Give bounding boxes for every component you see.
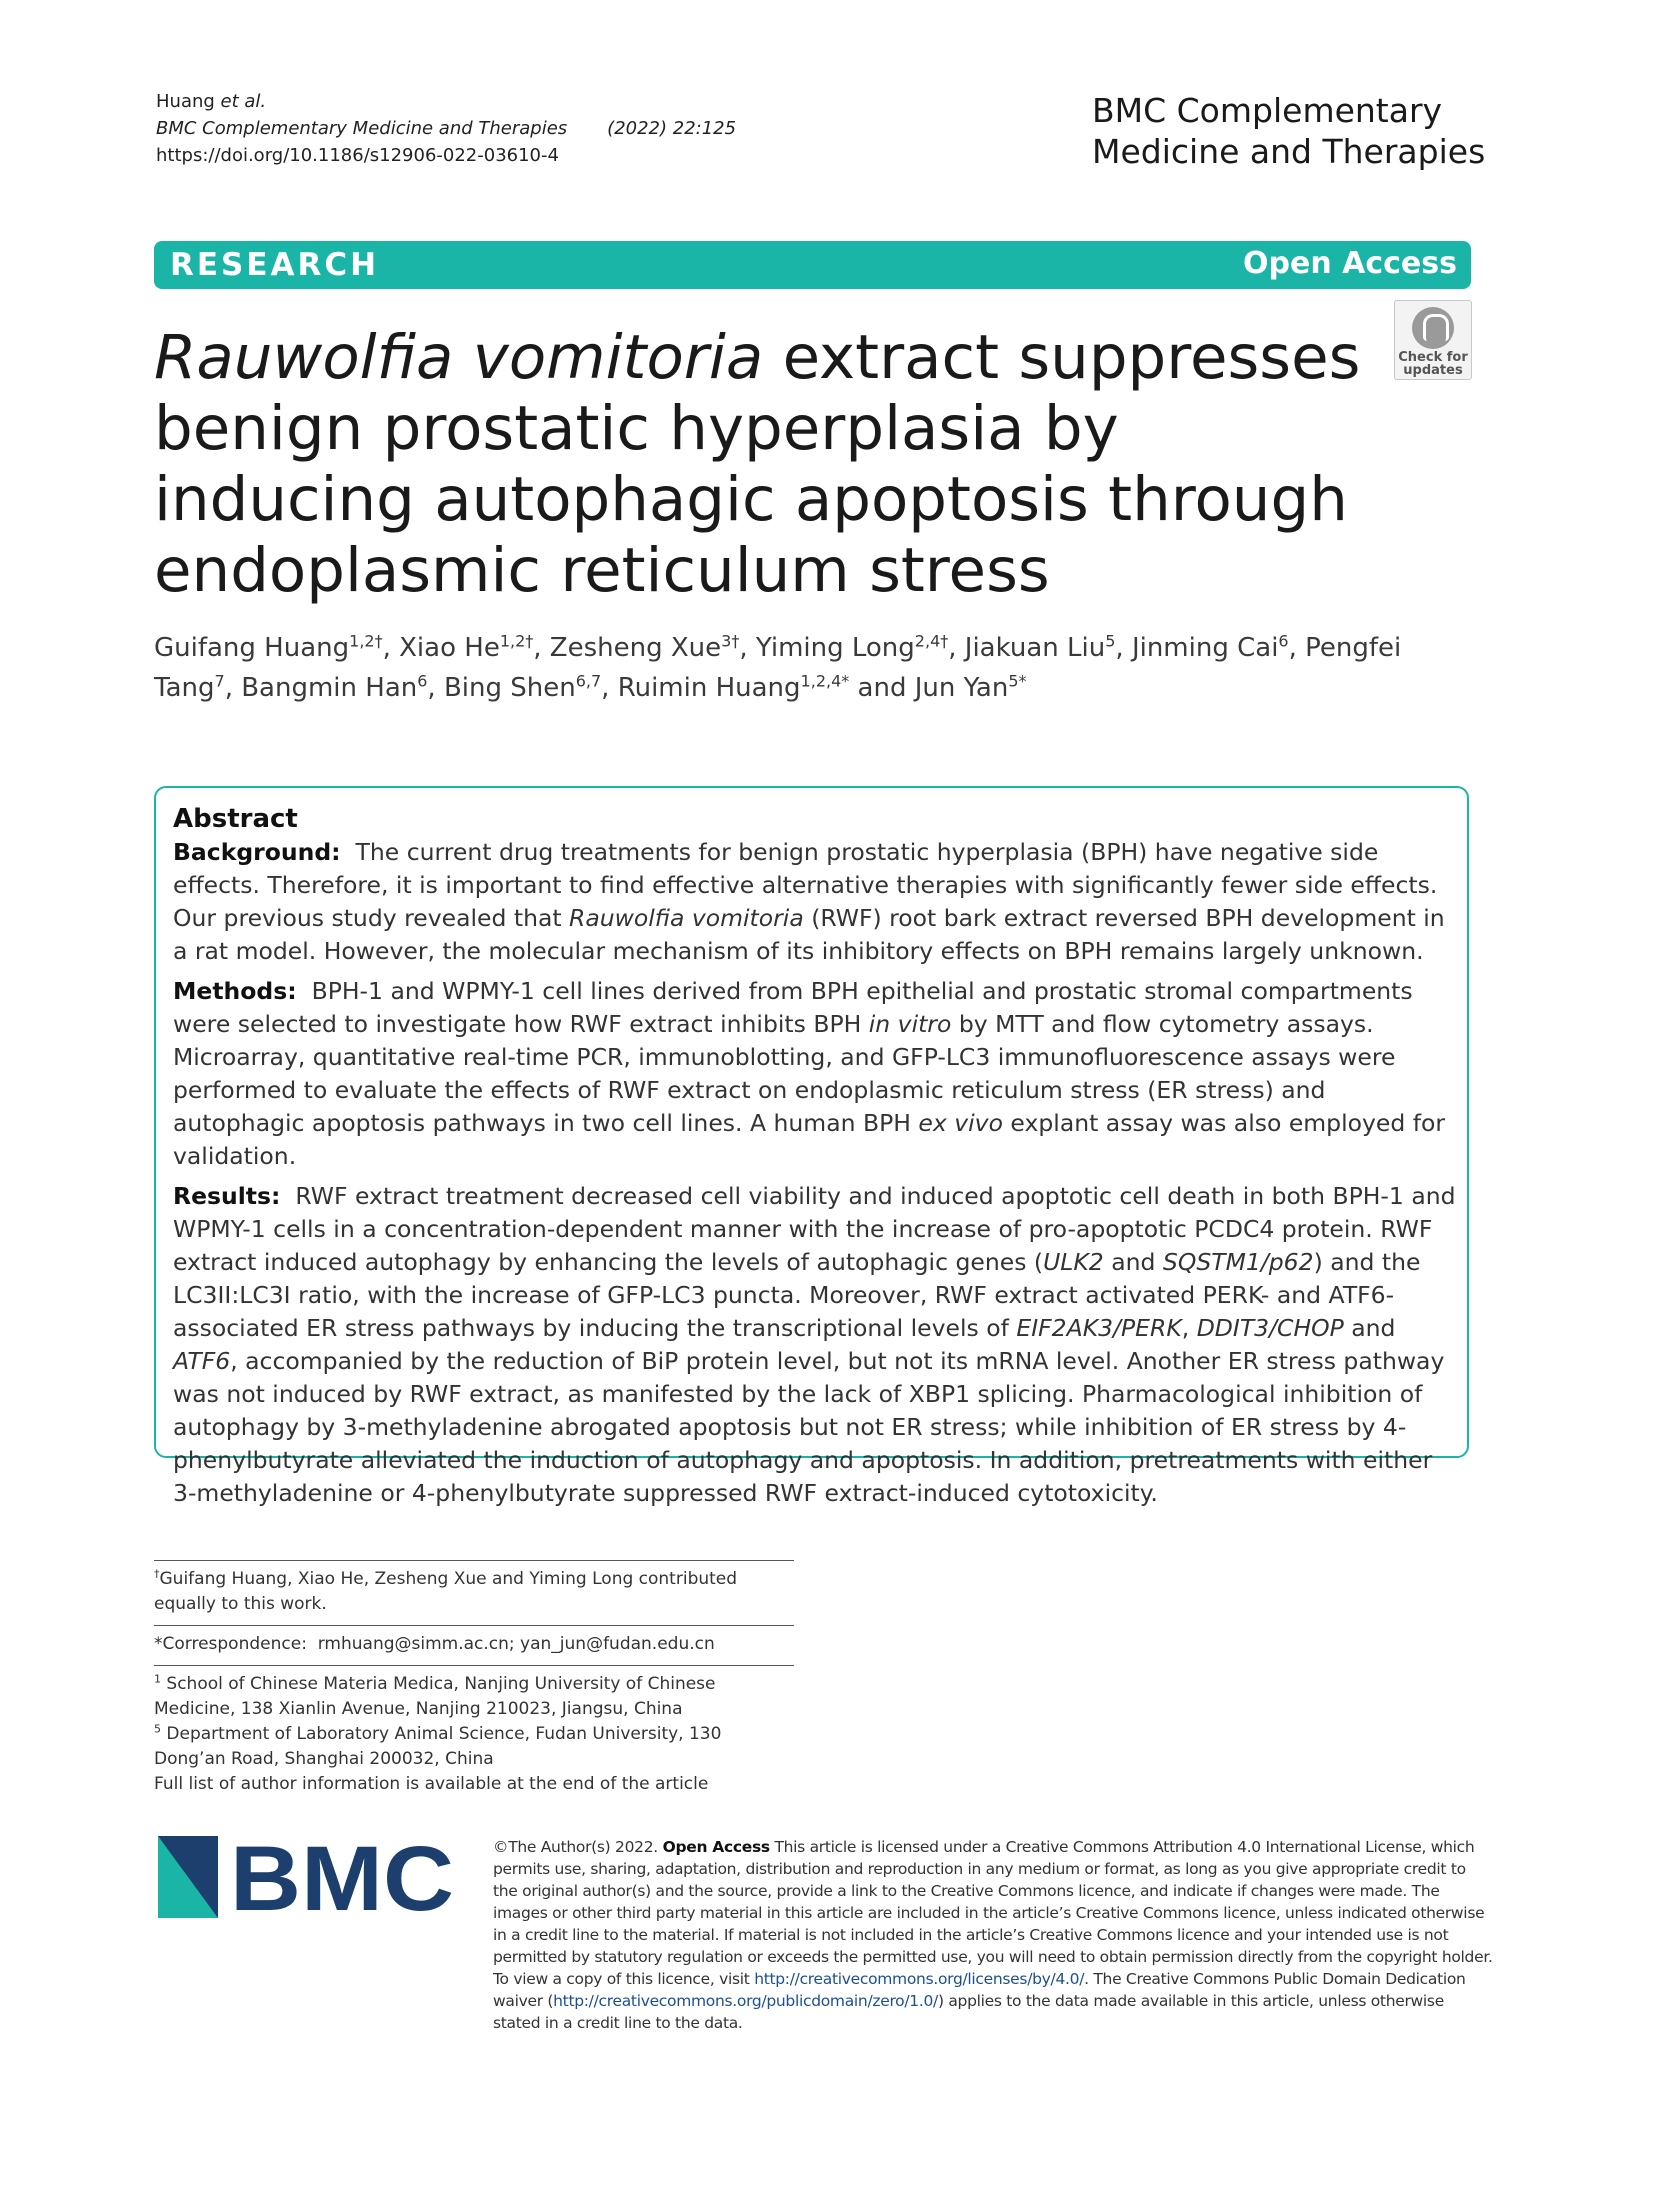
section-banner: [154, 241, 1471, 289]
author-name: Yiming Long: [755, 633, 915, 663]
affiliation-5: $^5$ Department of Laboratory Animal Science, Fudan University, 130 Dong’an Road, Shanghai 200032, China: [154, 1722, 722, 1769]
author-affiliation-marker: 3†: [721, 631, 740, 651]
check-for-updates-text: Check for updates: [1398, 350, 1468, 378]
author-separator: ,: [427, 673, 444, 703]
header-citation: BMC Complementary Medicine and Therapies (2022) 22:125: [156, 118, 737, 139]
author-name: Jinming Cai: [1131, 633, 1279, 663]
author-affiliation-marker: 6,7: [575, 671, 602, 691]
license-link[interactable]: http://creativecommons.org/licenses/by/4.0/: [754, 1970, 1085, 1988]
section-label: RESEARCH: [170, 247, 380, 283]
abstract-heading: Abstract: [173, 804, 298, 834]
author-separator: ,: [224, 673, 242, 703]
author-name: Zesheng Xue: [549, 633, 722, 663]
affiliation-1: $^1$ School of Chinese Materia Medica, Nanjing University of Chinese Medicine, 138 Xianlin Avenue, Nanjing 210023, Jiangsu, China: [154, 1672, 716, 1719]
author-affiliation-marker: 2,4†: [914, 631, 949, 651]
journal-brand: [1092, 90, 1512, 172]
author-separator: ,: [739, 633, 756, 663]
author-separator: ,: [948, 633, 965, 663]
open-access-label: Open Access: [1243, 246, 1457, 281]
author-name: Pengfei Tang: [154, 633, 1402, 703]
author-affiliation-marker: 1,2†: [349, 631, 383, 651]
author-name: Guifang Huang: [154, 633, 350, 663]
running-header: [156, 88, 736, 169]
abstract-background: Background: The current drug treatments for benign prostatic hyperplasia (BPH) have negative side effects. Therefore, it is important to find effective alternative therapies with significantly fewer side effects. Our previous study revealed that Rauwolfia vomitoria (RWF) root bark extract reversed BPH development in a rat model. However, the molecular mechanism of its inhibitory effects on BPH remains largely unknown.: [173, 838, 1445, 965]
author-affiliation-marker: 7: [214, 671, 225, 691]
check-for-updates-badge[interactable]: [1394, 300, 1472, 380]
author-list: [154, 628, 1474, 708]
author-affiliation-marker: 6: [1278, 631, 1289, 651]
author-affiliation-marker: 5: [1105, 631, 1116, 651]
waiver-link[interactable]: http://creativecommons.org/publicdomain/zero/1.0/: [553, 1992, 938, 2010]
author-separator: ,: [382, 633, 400, 663]
author-name: Jun Yan: [914, 673, 1009, 703]
author-name: Xiao He: [399, 633, 500, 663]
journal-brand-line2: Medicine and Therapies: [1092, 132, 1486, 171]
author-separator: ,: [601, 673, 618, 703]
bmc-logo: [158, 1836, 458, 1918]
header-authors: Huang et al.: [156, 91, 267, 112]
author-affiliation-marker: 5*: [1008, 671, 1027, 691]
author-affiliation-marker: 6: [417, 671, 428, 691]
author-name: Bangmin Han: [241, 673, 418, 703]
author-affiliation-marker: 1,2†: [499, 631, 534, 651]
author-separator: ,: [533, 633, 550, 663]
header-doi[interactable]: https://doi.org/10.1186/s12906-022-03610-4: [156, 145, 559, 166]
abstract-results: Results: RWF extract treatment decreased cell viability and induced apoptotic cell death in both BPH-1 and WPMY-1 cells in a concentration-dependent manner with the increase of pro-apoptotic PCDC4 protein. RWF extract induced autophagy by enhancing the levels of autophagic genes (ULK2 and SQSTM1/p62) and the LC3II:LC3I ratio, with the increase of GFP-LC3 puncta. Moreover, RWF extract activated PERK- and ATF6-associated ER stress pathways by inducing the transcriptional levels of EIF2AK3/PERK, DDIT3/CHOP and ATF6, accompanied by the reduction of BiP protein level, but not its mRNA level. Another ER stress pathway was not induced by RWF extract, as manifested by the lack of XBP1 splicing. Pharmacological inhibition of autophagy by 3-methyladenine abrogated apoptosis but not ER stress; while inhibition of ER stress by 4-phenylbutyrate alleviated the induction of autophagy and apoptosis. In addition, pretreatments with either 3-methyladenine or 4-phenylbutyrate suppressed RWF extract-induced cytotoxicity.: [173, 1182, 1456, 1507]
correspondence-note: *Correspondence: rmhuang@simm.ac.cn; yan_jun@fudan.edu.cn: [154, 1634, 715, 1654]
abstract-methods: Methods: BPH-1 and WPMY-1 cell lines derived from BPH epithelial and prostatic stromal compartments were selected to investigate how RWF extract inhibits BPH in vitro by MTT and flow cytometry assays. Microarray, quantitative real-time PCR, immunoblotting, and GFP-LC3 immunofluorescence assays were performed to evaluate the effects of RWF extract on endoplasmic reticulum stress (ER stress) and autophagic apoptosis pathways in two cell lines. A human BPH ex vivo explant assay was also employed for validation.: [173, 977, 1446, 1170]
check-for-updates-icon: [1412, 307, 1454, 349]
affiliations-note: [154, 1666, 794, 1805]
author-affiliation-marker: 1,2,4*: [800, 671, 850, 691]
journal-brand-line1: BMC Complementary: [1092, 91, 1443, 130]
correspondence-emails[interactable]: rmhuang@simm.ac.cn; yan_jun@fudan.edu.cn: [317, 1634, 715, 1654]
abstract-box: [154, 786, 1469, 1507]
equal-contribution-note: †Guifang Huang, Xiao He, Zesheng Xue and Yiming Long contributed equally to this work.: [154, 1567, 738, 1614]
author-name: Bing Shen: [443, 673, 576, 703]
full-author-info-note: Full list of author information is available at the end of the article: [154, 1774, 709, 1794]
author-separator: ,: [1288, 633, 1306, 663]
license-statement: ©The Author(s) 2022. Open Access This article is licensed under a Creative Commons Attribution 4.0 International License, which permits use, sharing, adaptation, distribution and reproduction in any medium or format, as long as you give appropriate credit to the original author(s) and the source, provide a link to the Creative Commons licence, and indicate if changes were made. The images or other third party material in this article are included in the article’s Creative Commons licence, unless indicated otherwise in a credit line to the material. If material is not included in the article’s Creative Commons licence and your intended use is not permitted by statutory regulation or exceeds the permitted use, you will need to obtain permission directly from the copyright holder. To view a copy of this licence, visit http://creativecommons.org/licenses/by/4.0/. The Creative Commons Public Domain Dedication waiver (http://creativecommons.org/publicdomain/zero/1.0/) applies to the data made available in this article, unless otherwise stated in a credit line to the data.: [493, 1838, 1493, 2032]
author-separator: and: [849, 673, 915, 703]
author-name: Ruimin Huang: [617, 673, 801, 703]
footnotes: [154, 1560, 794, 1805]
author-separator: ,: [1115, 633, 1132, 663]
bmc-logo-text: BMC: [230, 1836, 454, 1918]
author-name: Jiakuan Liu: [964, 633, 1106, 663]
article-title: Rauwolfia vomitoria extract suppresses benign prostatic hyperplasia by inducing autophagic apoptosis through endoplasmic reticulum stress: [154, 322, 1361, 606]
